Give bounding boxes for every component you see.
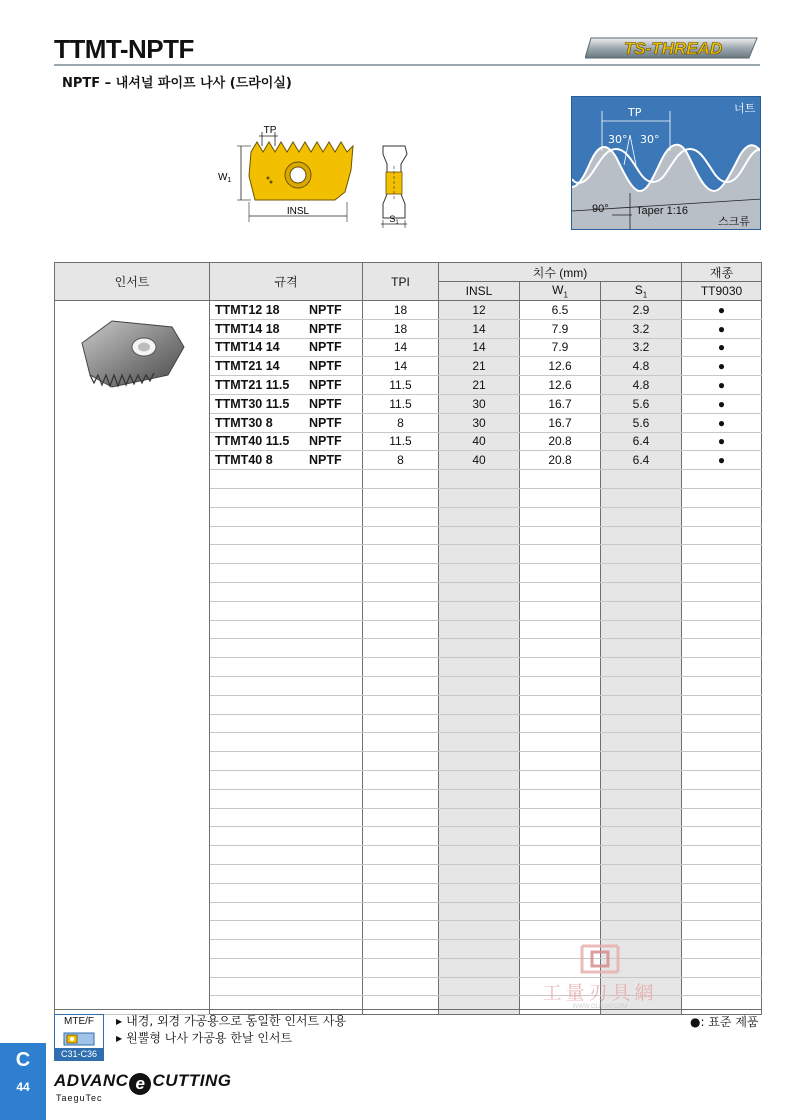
note-item — [116, 1030, 346, 1047]
insl-cell: 40 — [439, 451, 520, 470]
empty-cell — [210, 676, 363, 695]
empty-cell — [601, 846, 682, 865]
empty-cell — [682, 695, 762, 714]
empty-cell — [439, 695, 520, 714]
empty-cell — [363, 545, 439, 564]
empty-cell — [363, 582, 439, 601]
empty-cell — [439, 488, 520, 507]
empty-cell — [439, 846, 520, 865]
empty-cell — [439, 770, 520, 789]
thread-profile-panel — [571, 96, 761, 230]
empty-cell — [439, 883, 520, 902]
grade-availability-cell: ● — [682, 432, 762, 451]
w1-cell: 7.9 — [520, 319, 601, 338]
insert-side-drawing — [375, 140, 415, 230]
empty-cell — [520, 864, 601, 883]
page-subtitle: NPTF – 내셔널 파이프 나사 (드라이실) — [62, 76, 292, 91]
w1-cell: 16.7 — [520, 394, 601, 413]
insl-cell: 21 — [439, 357, 520, 376]
tpi-cell: 8 — [363, 451, 439, 470]
spec-code: TTMT30 8 — [215, 415, 273, 430]
empty-cell — [439, 676, 520, 695]
spec-code-cell — [210, 376, 363, 395]
empty-cell — [520, 827, 601, 846]
holder-reference-box[interactable] — [54, 1014, 104, 1061]
svg-text:INSL: INSL — [286, 206, 310, 217]
spec-code: TTMT12 18 — [215, 302, 280, 317]
spec-code: TTMT14 14 — [215, 340, 280, 355]
s1-cell: 4.8 — [601, 357, 682, 376]
empty-cell — [210, 488, 363, 507]
taper-label: Taper 1:16 — [636, 205, 688, 217]
note-item — [116, 1013, 346, 1030]
insl-cell: 40 — [439, 432, 520, 451]
brand-logo — [54, 1071, 232, 1095]
brand-company: TaeguTec — [56, 1093, 103, 1103]
empty-cell — [439, 977, 520, 996]
spec-type: NPTF — [309, 453, 342, 468]
section-tab — [0, 1043, 46, 1120]
empty-cell — [363, 752, 439, 771]
insert-spec-table — [54, 262, 762, 1015]
empty-cell — [439, 996, 520, 1015]
empty-cell — [363, 940, 439, 959]
col-dimensions: 치수 (mm) — [439, 263, 682, 282]
empty-cell — [520, 601, 601, 620]
spec-type: NPTF — [309, 359, 342, 374]
empty-cell — [210, 695, 363, 714]
empty-cell — [210, 864, 363, 883]
watermark-text: 工量刃具網 — [542, 982, 658, 1004]
empty-cell — [601, 808, 682, 827]
insl-cell: 21 — [439, 376, 520, 395]
spec-type: NPTF — [309, 415, 342, 430]
empty-cell — [682, 902, 762, 921]
empty-cell — [520, 808, 601, 827]
empty-cell — [210, 883, 363, 902]
spec-type: NPTF — [309, 378, 342, 393]
empty-cell — [601, 789, 682, 808]
col-s1: $S_1$ — [601, 282, 682, 301]
insl-cell: 14 — [439, 338, 520, 357]
svg-text:TS-THREAD: TS-THREAD — [623, 39, 723, 58]
tpi-cell: 18 — [363, 319, 439, 338]
empty-cell — [682, 996, 762, 1015]
col-tpi: TPI — [363, 263, 439, 301]
footer-notes — [116, 1013, 346, 1047]
s1-cell: 4.8 — [601, 376, 682, 395]
empty-cell — [601, 864, 682, 883]
empty-cell — [439, 864, 520, 883]
spec-code: TTMT40 11.5 — [215, 434, 290, 449]
table-row — [55, 301, 762, 320]
legend-standard-product: ●: 표준 제품 — [690, 1015, 759, 1029]
empty-cell — [439, 545, 520, 564]
holder-page-ref: C31-C36 — [55, 1048, 103, 1060]
empty-cell — [682, 827, 762, 846]
empty-cell — [682, 808, 762, 827]
holder-icon — [63, 1030, 95, 1048]
section-letter: C — [15, 1049, 31, 1071]
brand-e-icon: e — [129, 1073, 151, 1095]
tpi-cell: 14 — [363, 357, 439, 376]
empty-cell — [210, 902, 363, 921]
empty-cell — [363, 639, 439, 658]
empty-cell — [520, 564, 601, 583]
watermark — [520, 940, 680, 1020]
empty-cell — [520, 770, 601, 789]
empty-cell — [520, 733, 601, 752]
empty-cell — [520, 507, 601, 526]
s1-cell: 3.2 — [601, 319, 682, 338]
thread-pitch-label: TP — [628, 106, 642, 119]
screw-label: 스크류 — [718, 215, 750, 228]
empty-cell — [363, 601, 439, 620]
spec-code-cell — [210, 432, 363, 451]
empty-cell — [210, 752, 363, 771]
empty-cell — [439, 470, 520, 489]
empty-cell — [363, 864, 439, 883]
nut-label: 너트 — [734, 102, 756, 115]
note-text: 내경, 외경 가공용으로 동일한 인서트 사용 — [126, 1014, 347, 1028]
empty-cell — [439, 733, 520, 752]
insl-cell: 30 — [439, 394, 520, 413]
w1-cell: 12.6 — [520, 357, 601, 376]
empty-cell — [439, 658, 520, 677]
empty-cell — [439, 921, 520, 940]
tpi-cell: 11.5 — [363, 432, 439, 451]
empty-cell — [439, 958, 520, 977]
spec-type: NPTF — [309, 396, 342, 411]
empty-cell — [682, 733, 762, 752]
w1-cell: 6.5 — [520, 301, 601, 320]
empty-cell — [363, 996, 439, 1015]
empty-cell — [210, 808, 363, 827]
empty-cell — [682, 507, 762, 526]
flank-angle-right: 30° — [640, 133, 660, 146]
spec-code: TTMT30 11.5 — [215, 396, 290, 411]
w1-cell: 7.9 — [520, 338, 601, 357]
empty-cell — [363, 789, 439, 808]
watermark-url: WWW.GLRJW.COM — [572, 1004, 628, 1010]
empty-cell — [439, 526, 520, 545]
empty-cell — [439, 507, 520, 526]
col-spec: 규격 — [210, 263, 363, 301]
empty-cell — [601, 883, 682, 902]
holder-label: MTE/F — [64, 1016, 94, 1027]
empty-cell — [601, 507, 682, 526]
watermark-mark — [520, 940, 680, 980]
empty-cell — [601, 658, 682, 677]
empty-cell — [520, 545, 601, 564]
empty-cell — [439, 752, 520, 771]
tpi-cell: 18 — [363, 301, 439, 320]
insl-cell: 12 — [439, 301, 520, 320]
empty-cell — [363, 883, 439, 902]
empty-cell — [439, 789, 520, 808]
empty-cell — [363, 902, 439, 921]
empty-cell — [520, 695, 601, 714]
empty-cell — [210, 470, 363, 489]
tpi-cell: 8 — [363, 413, 439, 432]
col-grade-code: TT9030 — [682, 282, 762, 301]
empty-cell — [520, 676, 601, 695]
empty-cell — [601, 639, 682, 658]
s1-cell: 5.6 — [601, 413, 682, 432]
empty-cell — [601, 695, 682, 714]
svg-text:S1: $S_1$ — [389, 214, 399, 226]
spec-code-cell — [210, 413, 363, 432]
empty-cell — [601, 620, 682, 639]
tpi-cell: 11.5 — [363, 394, 439, 413]
empty-cell — [363, 676, 439, 695]
empty-cell — [520, 902, 601, 921]
empty-cell — [682, 846, 762, 865]
spec-type: NPTF — [309, 434, 342, 449]
empty-cell — [601, 526, 682, 545]
grade-availability-cell: ● — [682, 394, 762, 413]
empty-cell — [439, 808, 520, 827]
empty-cell — [520, 488, 601, 507]
empty-cell — [363, 808, 439, 827]
right-angle-label: 90° — [592, 203, 609, 215]
empty-cell — [520, 883, 601, 902]
spec-code: TTMT40 8 — [215, 453, 273, 468]
empty-cell — [520, 620, 601, 639]
empty-cell — [520, 714, 601, 733]
empty-cell — [210, 564, 363, 583]
col-insl: INSL — [439, 282, 520, 301]
page-number: 44 — [16, 1080, 30, 1094]
empty-cell — [363, 470, 439, 489]
empty-cell — [682, 921, 762, 940]
empty-cell — [601, 545, 682, 564]
spec-code: TTMT14 18 — [215, 321, 280, 336]
empty-cell — [363, 695, 439, 714]
empty-cell — [363, 977, 439, 996]
spec-code-cell — [210, 451, 363, 470]
empty-cell — [601, 921, 682, 940]
insert-image-cell — [55, 301, 210, 1015]
empty-cell — [363, 733, 439, 752]
empty-cell — [601, 676, 682, 695]
empty-cell — [520, 470, 601, 489]
empty-cell — [210, 620, 363, 639]
spec-code: TTMT21 14 — [215, 359, 280, 374]
empty-cell — [520, 658, 601, 677]
empty-cell — [439, 714, 520, 733]
empty-cell — [682, 488, 762, 507]
insert-photo — [72, 313, 192, 393]
w1-cell: 20.8 — [520, 451, 601, 470]
empty-cell — [210, 601, 363, 620]
arrow-right-icon: ▶ — [116, 1034, 123, 1043]
empty-cell — [210, 996, 363, 1015]
tpi-cell: 14 — [363, 338, 439, 357]
arrow-right-icon: ▶ — [116, 1017, 123, 1026]
empty-cell — [520, 789, 601, 808]
insert-dimension-drawing — [215, 118, 375, 233]
empty-cell — [439, 639, 520, 658]
spec-code: TTMT21 11.5 — [215, 378, 290, 393]
empty-cell — [682, 582, 762, 601]
empty-cell — [439, 564, 520, 583]
empty-cell — [210, 582, 363, 601]
empty-cell — [210, 733, 363, 752]
svg-text:TP: TP — [263, 125, 277, 136]
empty-cell — [439, 620, 520, 639]
tpi-cell: 11.5 — [363, 376, 439, 395]
empty-cell — [682, 714, 762, 733]
empty-cell — [520, 639, 601, 658]
brand-text-1: ADVANC — [54, 1071, 129, 1090]
s1-cell: 6.4 — [601, 432, 682, 451]
spec-code-cell — [210, 338, 363, 357]
empty-cell — [363, 564, 439, 583]
empty-cell — [363, 714, 439, 733]
svg-text:W1: $W_1$ — [218, 172, 232, 184]
empty-cell — [601, 770, 682, 789]
empty-cell — [210, 789, 363, 808]
s1-cell: 3.2 — [601, 338, 682, 357]
empty-cell — [601, 752, 682, 771]
flank-angle-left: 30° — [608, 133, 628, 146]
col-insert: 인서트 — [55, 263, 210, 301]
empty-cell — [682, 639, 762, 658]
empty-cell — [363, 507, 439, 526]
empty-cell — [363, 921, 439, 940]
empty-cell — [520, 526, 601, 545]
empty-cell — [682, 545, 762, 564]
spec-type: NPTF — [309, 340, 342, 355]
page-title: TTMT-NPTF — [54, 34, 194, 64]
empty-cell — [682, 601, 762, 620]
empty-cell — [439, 827, 520, 846]
empty-cell — [682, 526, 762, 545]
ts-thread-logo — [585, 36, 761, 60]
empty-cell — [601, 733, 682, 752]
empty-cell — [682, 864, 762, 883]
empty-cell — [210, 545, 363, 564]
grade-availability-cell: ● — [682, 301, 762, 320]
empty-cell — [363, 827, 439, 846]
insl-cell: 30 — [439, 413, 520, 432]
empty-cell — [682, 658, 762, 677]
empty-cell — [210, 940, 363, 959]
spec-type: NPTF — [309, 321, 342, 336]
empty-cell — [682, 940, 762, 959]
s1-cell: 2.9 — [601, 301, 682, 320]
grade-availability-cell: ● — [682, 319, 762, 338]
empty-cell — [210, 639, 363, 658]
empty-cell — [363, 846, 439, 865]
empty-cell — [210, 921, 363, 940]
empty-cell — [520, 752, 601, 771]
s1-cell: 5.6 — [601, 394, 682, 413]
empty-cell — [682, 770, 762, 789]
empty-cell — [210, 658, 363, 677]
col-grade: 재종 — [682, 263, 762, 282]
w1-cell: 16.7 — [520, 413, 601, 432]
empty-cell — [363, 770, 439, 789]
grade-availability-cell: ● — [682, 376, 762, 395]
s1-cell: 6.4 — [601, 451, 682, 470]
empty-cell — [363, 488, 439, 507]
empty-cell — [520, 582, 601, 601]
empty-cell — [601, 601, 682, 620]
empty-cell — [363, 658, 439, 677]
empty-cell — [601, 470, 682, 489]
spec-code-cell — [210, 301, 363, 320]
empty-cell — [210, 846, 363, 865]
empty-cell — [520, 846, 601, 865]
empty-cell — [210, 507, 363, 526]
empty-cell — [439, 902, 520, 921]
header-divider — [54, 64, 760, 66]
spec-code-cell — [210, 357, 363, 376]
empty-cell — [601, 902, 682, 921]
spec-code-cell — [210, 394, 363, 413]
empty-cell — [363, 958, 439, 977]
col-w1: $W_1$ — [520, 282, 601, 301]
spec-code-cell — [210, 319, 363, 338]
empty-cell — [439, 582, 520, 601]
empty-cell — [439, 601, 520, 620]
empty-cell — [601, 582, 682, 601]
empty-cell — [682, 470, 762, 489]
empty-cell — [210, 977, 363, 996]
empty-cell — [682, 883, 762, 902]
spec-type: NPTF — [309, 302, 342, 317]
note-text: 원뿔형 나사 가공용 한날 인서트 — [126, 1031, 293, 1045]
empty-cell — [601, 827, 682, 846]
empty-cell — [682, 752, 762, 771]
insl-cell: 14 — [439, 319, 520, 338]
empty-cell — [520, 921, 601, 940]
empty-cell — [682, 620, 762, 639]
grade-availability-cell: ● — [682, 357, 762, 376]
empty-cell — [363, 620, 439, 639]
brand-text-2: CUTTING — [152, 1071, 232, 1090]
w1-cell: 20.8 — [520, 432, 601, 451]
empty-cell — [682, 564, 762, 583]
empty-cell — [601, 564, 682, 583]
empty-cell — [682, 676, 762, 695]
empty-cell — [682, 977, 762, 996]
empty-cell — [601, 714, 682, 733]
empty-cell — [210, 958, 363, 977]
w1-cell: 12.6 — [520, 376, 601, 395]
empty-cell — [682, 789, 762, 808]
empty-cell — [682, 958, 762, 977]
grade-availability-cell: ● — [682, 338, 762, 357]
grade-availability-cell: ● — [682, 413, 762, 432]
empty-cell — [363, 526, 439, 545]
empty-cell — [210, 770, 363, 789]
empty-cell — [210, 827, 363, 846]
grade-availability-cell: ● — [682, 451, 762, 470]
empty-cell — [439, 940, 520, 959]
empty-cell — [601, 488, 682, 507]
empty-cell — [210, 526, 363, 545]
empty-cell — [210, 714, 363, 733]
